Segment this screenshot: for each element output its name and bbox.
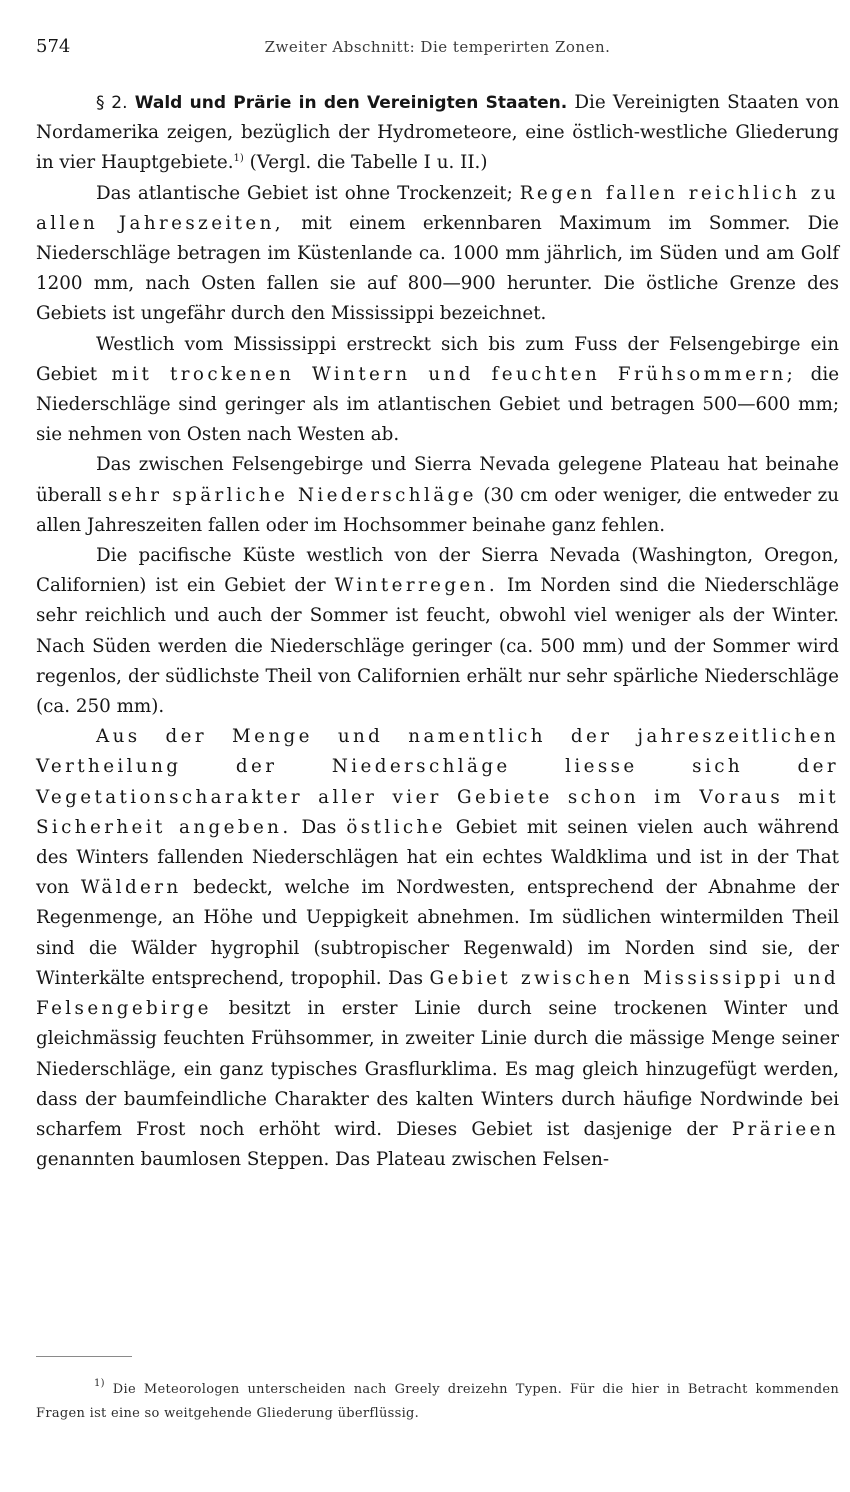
paragraph-text: Gebiet mit seinen vielen auch während des Winters fallenden Niederschlägen hat ein echtes Waldklima und ist in der That von xyxy=(36,816,840,899)
paragraph-atlantic xyxy=(36,179,839,330)
paragraph-text: (Vergl. die Tabelle I u. II.) xyxy=(249,152,488,174)
page-number: 574 xyxy=(36,36,71,57)
emphasis-spaced: Gebiet zwischen Mississippi und Felsengebirge xyxy=(36,967,840,1020)
paragraph-text: bedeckt, welche im Nordwesten, entsprechend der Abnahme der Regenmenge, an Höhe und Ueppigkeit abnehmen. Im südlichen wintermilden Theil sind die Wälder hygrophil (subtropischer Regenwald) im Norden sind sie, der Winterkälte entsprechend, tropophil. Das xyxy=(36,877,839,989)
paragraph-section-intro xyxy=(36,88,839,179)
page-header xyxy=(36,36,839,60)
paragraph-text: Im Norden sind die Niederschläge sehr reichlich und auch der Sommer ist feucht, obwohl viel weniger als der Winter. Nach Süden werden die Niederschläge geringer (ca. 500 mm) und der Sommer wird regenlos, der südlichste Theil von Californien erhält nur sehr spärliche Niederschläge (ca. 250 mm). xyxy=(36,575,840,718)
footnote-divider xyxy=(36,1356,132,1357)
paragraph-text: Die pacifische Küste westlich von der Sierra Nevada (Washington, Oregon, Californien) ist ein Gebiet der xyxy=(36,545,839,597)
paragraph-text: Das atlantische Gebiet ist ohne Trockenzeit; xyxy=(96,182,513,204)
paragraph-pacific xyxy=(36,541,839,722)
body-text xyxy=(36,88,839,1175)
emphasis-spaced: mit trockenen Wintern und feuchten Frühsommern; xyxy=(111,363,797,385)
footnote-reference: 1) xyxy=(233,153,244,165)
footnote-mark: 1) xyxy=(94,1378,105,1389)
paragraph-text: (30 cm oder weniger, die entweder zu allen Jahreszeiten fallen oder im Hochsommer beinahe ganz fehlen. xyxy=(36,484,839,536)
section-mark: § 2. xyxy=(96,93,128,113)
paragraph-text: Das xyxy=(301,816,337,838)
emphasis-spaced: Winterregen. xyxy=(334,575,499,597)
paragraph-plateau xyxy=(36,450,839,541)
emphasis-spaced: östliche xyxy=(346,816,446,838)
paragraph-text: mit einem erkennbaren Maximum im Sommer. Die Niederschläge betragen im Küstenlande ca. 1000 mm jährlich, im Süden und am Golf 1200 mm, nach Osten fallen sie auf 800—900 herunter. Die östliche Grenze des Gebiets ist ungefähr durch den Mississippi bezeichnet. xyxy=(36,212,839,325)
paragraph-text: Die Vereinigten Staaten von Nordamerika zeigen, bezüglich der Hydrometeore, eine östlich-westliche Gliederung in vier Hauptgebiete. xyxy=(36,92,840,174)
footnote xyxy=(36,1378,839,1426)
section-title: Wald und Prärie in den Vereinigten Staaten. xyxy=(134,93,568,113)
paragraph-text: genannten baumlosen Steppen. Das Plateau zwischen Felsen- xyxy=(36,1149,610,1171)
paragraph-text: Westlich vom Mississippi erstreckt sich bis zum Fuss der Felsengebirge ein Gebiet xyxy=(36,333,839,385)
emphasis-spaced: Prärieen xyxy=(731,1118,839,1140)
paragraph-mississippi xyxy=(36,330,839,451)
paragraph-vegetation xyxy=(36,722,839,1175)
emphasis-spaced: Regen fallen reichlich zu allen Jahreszeiten, xyxy=(36,182,840,234)
emphasis-spaced: sehr spärliche Niederschläge xyxy=(108,484,477,506)
emphasis-spaced: Wäldern xyxy=(80,877,182,899)
paragraph-text: die Niederschläge sind geringer als im atlantischen Gebiet und betragen 500—600 mm; sie nehmen von Osten nach Westen ab. xyxy=(36,363,840,446)
footnote-text: Die Meteorologen unterscheiden nach Greely dreizehn Typen. Für die hier in Betracht kommenden Fragen ist eine so weitgehende Gliederung überflüssig. xyxy=(36,1382,840,1421)
running-title: Zweiter Abschnitt: Die temperirten Zonen. xyxy=(264,38,611,56)
paragraph-text: besitzt in erster Linie durch seine trockenen Winter und gleichmässig feuchten Frühsommer, in zweiter Linie durch die mässige Menge seiner Niederschläge, ein ganz typisches Grasflurklima. Es mag gleich hinzugefügt werden, dass der baumfeindliche Charakter des kalten Winters durch häufige Nordwinde bei scharfem Frost noch erhöht wird. Dieses Gebiet ist dasjenige der xyxy=(36,998,839,1140)
paragraph-text: Das zwischen Felsengebirge und Sierra Nevada gelegene Plateau hat beinahe überall xyxy=(36,454,839,506)
emphasis-spaced: Aus der Menge und namentlich der jahreszeitlichen Vertheilung der Niederschläge liesse sich der Vegetationscharakter aller vier Gebiete schon im Voraus mit Sicherheit angeben. xyxy=(36,726,839,838)
